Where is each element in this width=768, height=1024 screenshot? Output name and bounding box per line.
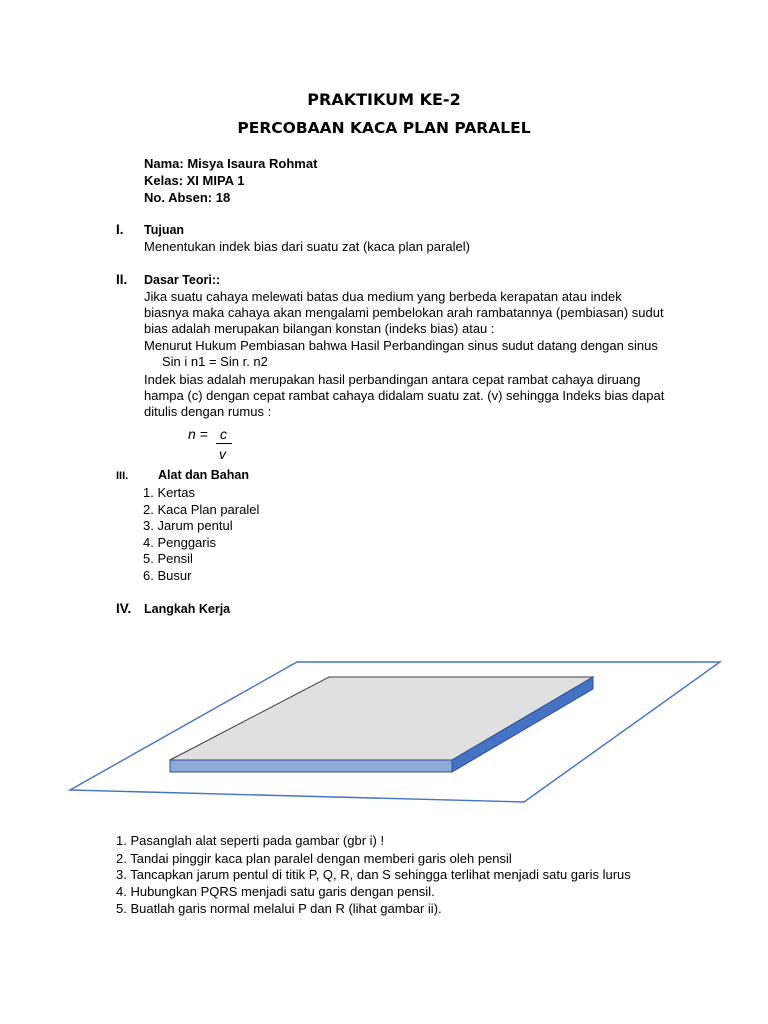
- step-3: 3. Tancapkan jarum pentul di titik P, Q, R, dan S sehingga terlihat menjadi satu garis lurus: [116, 867, 631, 882]
- section-heading-tujuan: Tujuan: [144, 223, 185, 237]
- document-title: PRAKTIKUM KE-2: [307, 90, 461, 109]
- alat-item-5: 5. Pensil: [143, 551, 193, 566]
- step-5: 5. Buatlah garis normal melalui P dan R (lihat gambar ii).: [116, 901, 442, 916]
- step-4: 4. Hubungkan PQRS menjadi satu garis dengan pensil.: [116, 884, 435, 899]
- section-number-1: I.: [116, 222, 124, 237]
- dasar-line-6: hampa (c) dengan cepat rambat cahaya didalam suatu zat. (v) sehingga Indeks bias dapat: [144, 388, 665, 403]
- dasar-line-4: Menurut Hukum Pembiasan bahwa Hasil Perbandingan sinus sudut datang dengan sinus: [144, 338, 658, 353]
- formula-denominator: v: [219, 446, 226, 462]
- document-subtitle: PERCOBAAN KACA PLAN PARALEL: [237, 119, 531, 137]
- section-number-4: IV.: [116, 601, 132, 616]
- dasar-line-2: biasnya maka cahaya akan mengalami pembelokan arah rambatannya (pembiasan) sudut: [144, 305, 664, 320]
- formula-lhs: n =: [188, 426, 208, 442]
- glass-front-edge: [170, 760, 452, 772]
- section-heading-langkah: Langkah Kerja: [144, 602, 231, 616]
- section-heading-dasar-teori: Dasar Teori::: [144, 273, 221, 287]
- section-number-2: II.: [116, 272, 128, 287]
- alat-item-3: 3. Jarum pentul: [143, 518, 233, 533]
- student-name: Nama: Misya Isaura Rohmat: [144, 156, 318, 171]
- alat-item-6: 6. Busur: [143, 568, 192, 583]
- dasar-line-1: Jika suatu cahaya melewati batas dua medium yang berbeda kerapatan atau indek: [144, 289, 622, 304]
- step-1: 1. Pasanglah alat seperti pada gambar (gbr i) !: [116, 833, 385, 848]
- snell-formula: Sin i n1 = Sin r. n2: [162, 354, 268, 369]
- step-2: 2. Tandai pinggir kaca plan paralel dengan memberi garis oleh pensil: [116, 851, 512, 866]
- dasar-line-5: Indek bias adalah merupakan hasil perbandingan antara cepat rambat cahaya diruang: [144, 372, 641, 387]
- tujuan-text: Menentukan indek bias dari suatu zat (kaca plan paralel): [144, 239, 470, 254]
- alat-item-1: 1. Kertas: [143, 485, 196, 500]
- formula-numerator: c: [220, 426, 227, 442]
- alat-item-2: 2. Kaca Plan paralel: [143, 502, 260, 517]
- dasar-line-7: ditulis dengan rumus :: [144, 404, 272, 419]
- section-number-3: III.: [116, 470, 129, 482]
- alat-item-4: 4. Penggaris: [143, 535, 216, 550]
- section-heading-alat: Alat dan Bahan: [158, 468, 249, 482]
- student-class: Kelas: XI MIPA 1: [144, 173, 245, 188]
- student-absen: No. Absen: 18: [144, 190, 231, 205]
- dasar-line-3: bias adalah merupakan bilangan konstan (indeks bias) atau :: [144, 321, 495, 336]
